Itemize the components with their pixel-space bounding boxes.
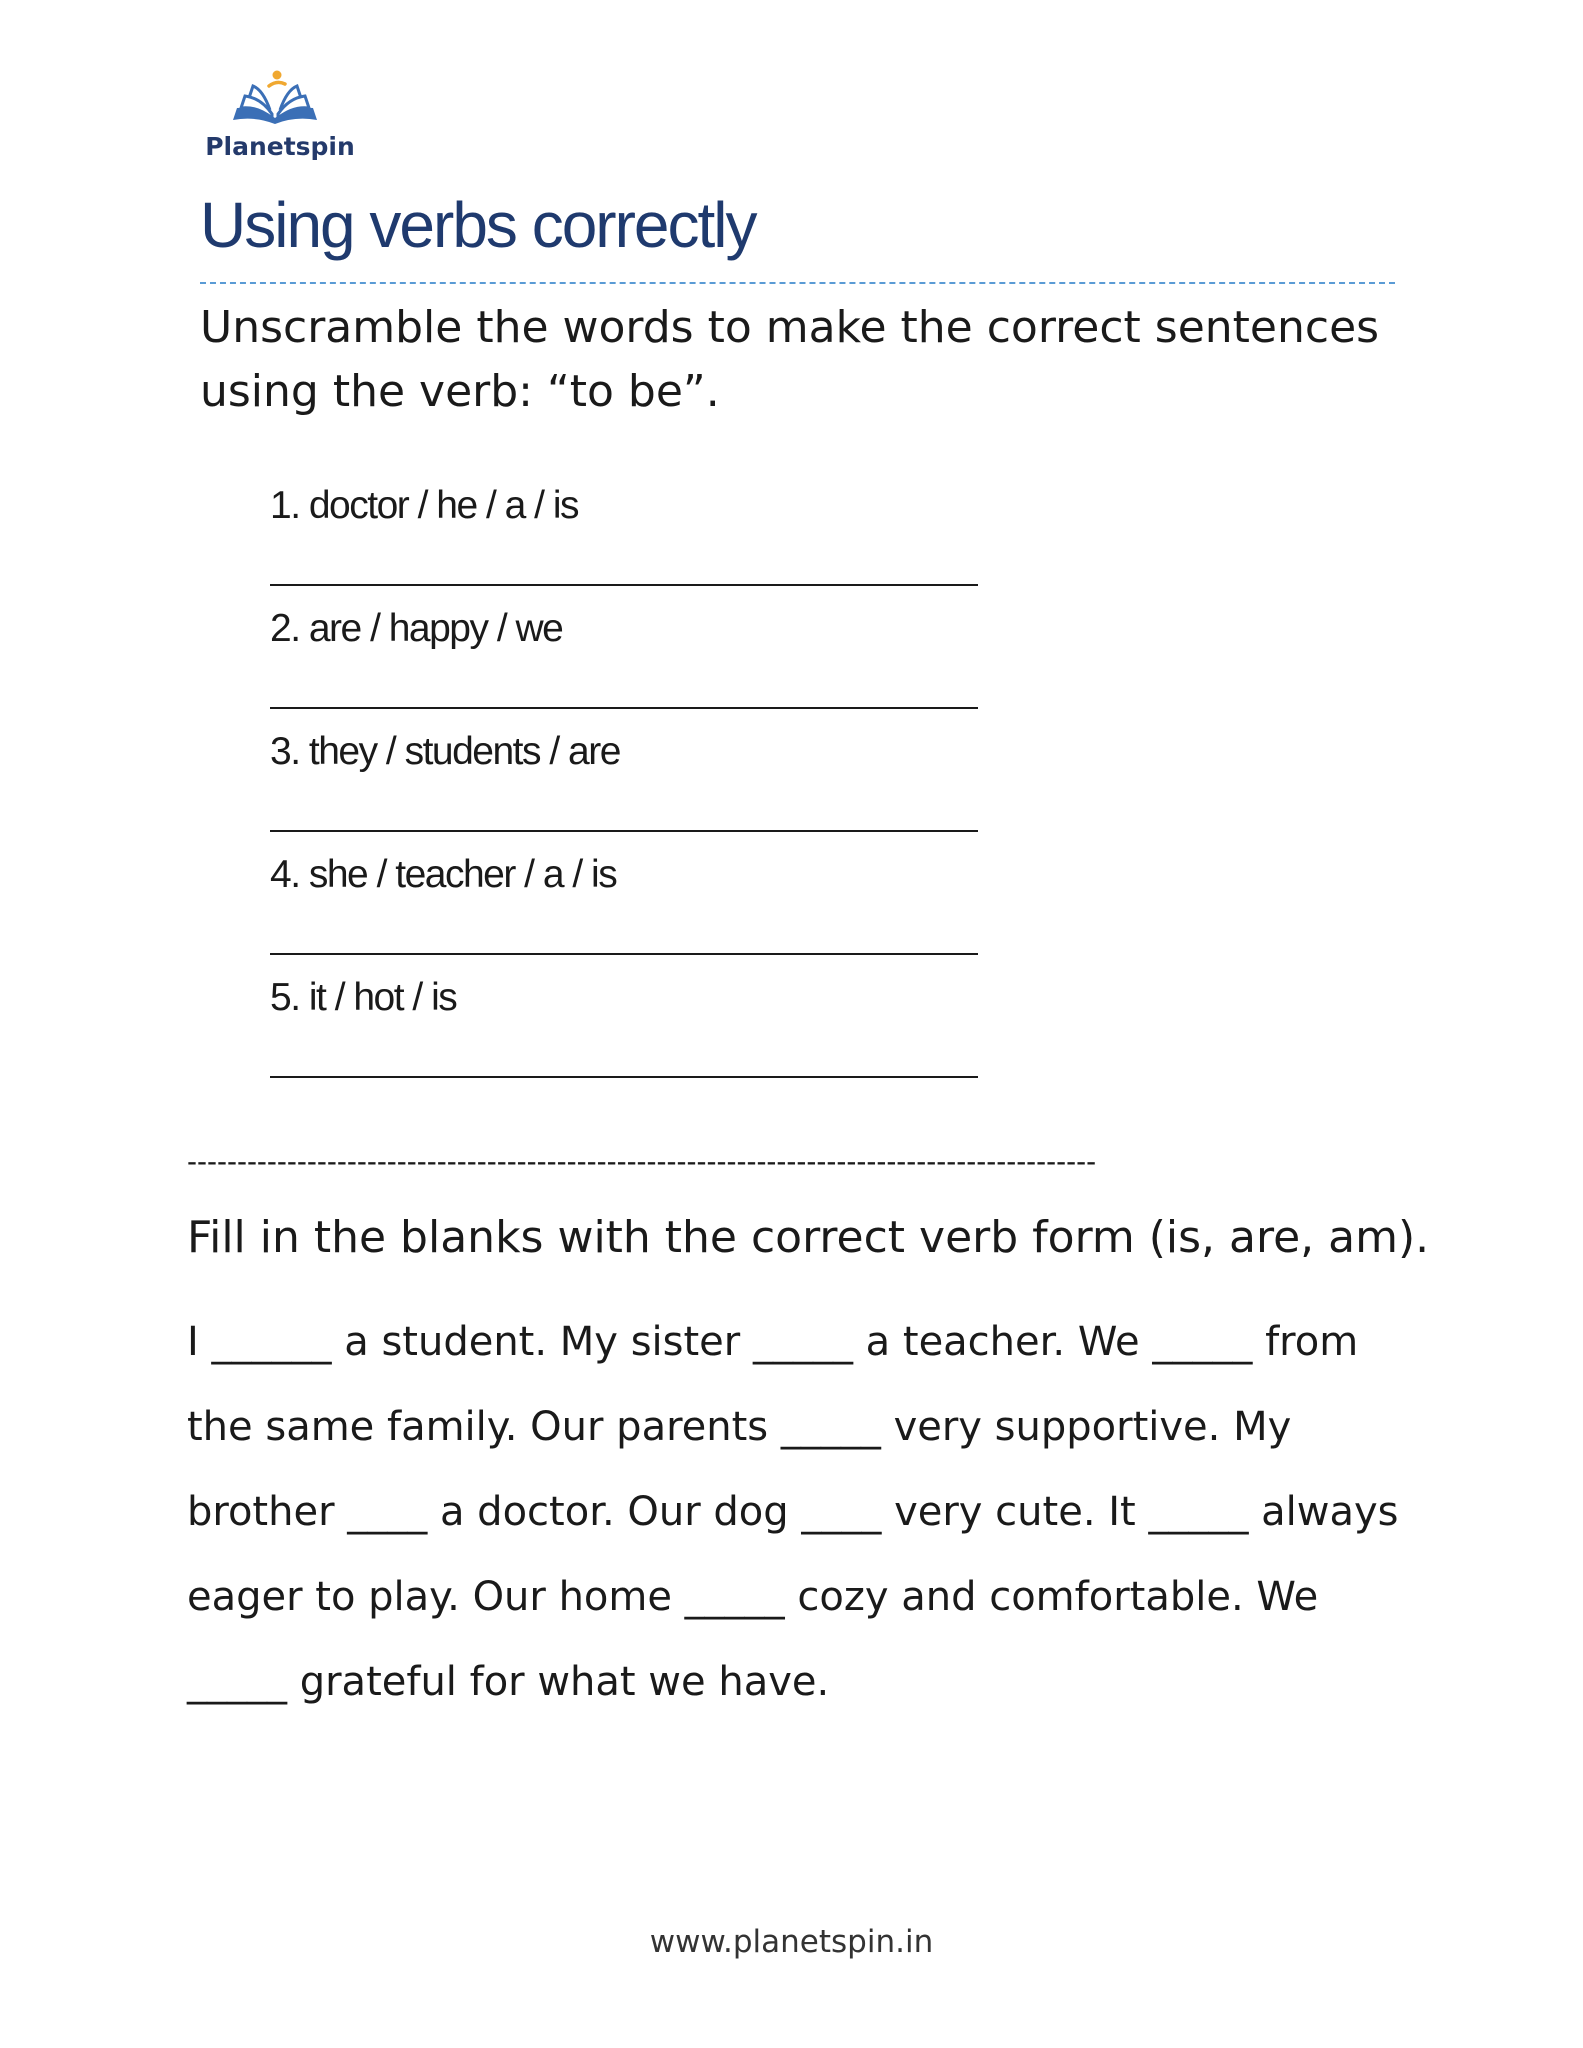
- unscramble-list: [270, 484, 620, 1099]
- page-title: Using verbs correctly: [200, 189, 756, 261]
- answer-line[interactable]: [270, 830, 978, 832]
- scramble-prompt: 4. she / teacher / a / is: [270, 853, 617, 896]
- scramble-prompt: 3. they / students / are: [270, 730, 620, 773]
- footer-url: www.planetspin.in: [649, 1924, 934, 1960]
- scramble-prompt: 5. it / hot / is: [270, 976, 457, 1019]
- scramble-prompt: 2. are / happy / we: [270, 607, 563, 650]
- brand-name: Planetspin: [205, 132, 355, 161]
- open-book-icon: [225, 68, 325, 128]
- fill-in-paragraph: I ______ a student. My sister _____ a teacher. We _____ from the same family. Our parents _____ very supportive. My brother ____ a doctor. Our dog ____ very cute. It _____ always eager to play. Our home _____ cozy and comfortable. We _____ grateful for what we have.: [187, 1319, 1399, 1705]
- section1-instruction: Unscramble the words to make the correct sentences using the verb: “to be”.: [200, 302, 1380, 417]
- answer-line[interactable]: [270, 584, 978, 586]
- list-item: [270, 976, 620, 1099]
- section-divider: -------------------------------------------------------------------------------------------: [187, 1150, 1097, 1174]
- answer-line[interactable]: [270, 1076, 978, 1078]
- scramble-prompt: 1. doctor / he / a / is: [270, 484, 579, 527]
- answer-line[interactable]: [270, 953, 978, 955]
- brand-logo: [205, 68, 355, 168]
- list-item: [270, 607, 620, 730]
- list-item: [270, 730, 620, 853]
- list-item: [270, 484, 620, 607]
- section2-instruction: Fill in the blanks with the correct verb form (is, are, am).: [187, 1212, 1430, 1263]
- answer-line[interactable]: [270, 707, 978, 709]
- title-divider: [200, 282, 1395, 284]
- list-item: [270, 853, 620, 976]
